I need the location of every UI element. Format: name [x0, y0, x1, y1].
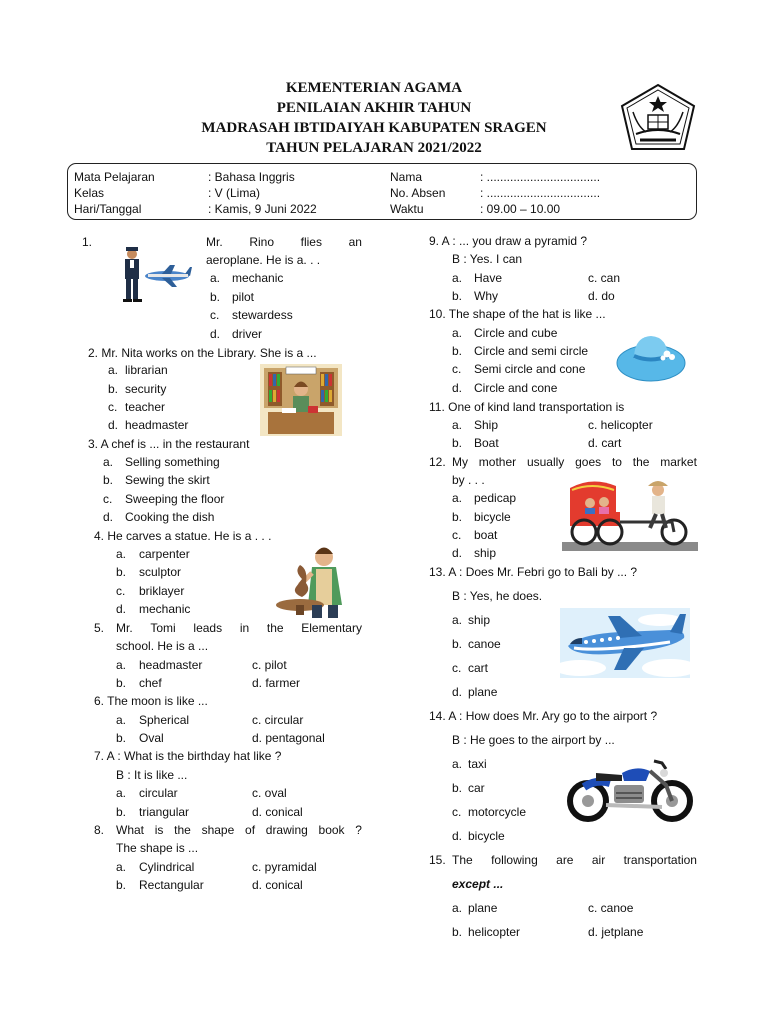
option-text[interactable]: Have [474, 271, 503, 285]
question-11-text: 11. One of kind land transportation is [429, 400, 625, 414]
option-text[interactable]: d. conical [252, 878, 303, 892]
option-text[interactable]: boat [474, 528, 498, 542]
question-8-number: 8. [94, 823, 105, 837]
option-text[interactable]: Ship [474, 418, 499, 432]
option-text[interactable]: Cylindrical [139, 860, 195, 874]
option-text[interactable]: chef [139, 676, 162, 690]
option-letter: b. [452, 344, 463, 358]
option-text[interactable]: motorcycle [468, 805, 527, 819]
option-text[interactable]: briklayer [139, 584, 185, 598]
option-text[interactable]: c. pilot [252, 658, 287, 672]
word: the [174, 823, 191, 837]
word: The [452, 853, 473, 867]
name-field[interactable]: : .................................. [480, 170, 601, 184]
word: Tomi [150, 621, 176, 635]
word: Elementary [301, 621, 362, 635]
absen-label: No. Absen [390, 186, 446, 200]
option-letter: a. [210, 271, 221, 285]
option-letter: d. [116, 602, 127, 616]
question-13-text-line2: B : Yes, he does. [452, 589, 543, 603]
option-text[interactable]: stewardess [232, 308, 293, 322]
option-text[interactable]: ship [468, 613, 491, 627]
option-letter: a. [452, 757, 463, 771]
option-text[interactable]: Why [474, 289, 498, 303]
question-1-text [206, 233, 362, 251]
option-text[interactable]: sculptor [139, 565, 182, 579]
option-text[interactable]: c. canoe [588, 901, 634, 915]
option-text[interactable]: c. oval [252, 786, 287, 800]
question-8-text [116, 821, 362, 839]
word: goes [575, 455, 602, 469]
question-12-text [452, 453, 697, 471]
word: transportation [623, 853, 697, 867]
pilot-plane-icon [112, 243, 192, 305]
option-letter: c. [452, 661, 462, 675]
option-text[interactable]: headmaster [139, 658, 203, 672]
question-8-text-line2: The shape is ... [116, 841, 199, 855]
option-text[interactable]: pedicap [474, 491, 517, 505]
option-text[interactable]: canoe [468, 637, 501, 651]
word: flies [300, 235, 322, 249]
date-label: Hari/Tanggal [74, 202, 142, 216]
option-text[interactable]: d. do [588, 289, 615, 303]
question-1-text-line2: aeroplane. He is a. . . [206, 253, 321, 267]
option-text[interactable]: plane [468, 685, 498, 699]
option-text[interactable]: d. cart [588, 436, 622, 450]
word: of [245, 823, 256, 837]
option-text[interactable]: Selling something [125, 455, 220, 469]
option-text[interactable]: Circle and cube [474, 326, 558, 340]
word: drawing [265, 823, 308, 837]
option-text[interactable]: bicycle [468, 829, 505, 843]
word: air [591, 853, 606, 867]
option-letter: a. [116, 547, 127, 561]
option-text[interactable]: circular [139, 786, 178, 800]
option-letter: b. [103, 473, 114, 487]
option-letter: b. [452, 925, 463, 939]
student-info-box [67, 163, 697, 220]
sculptor-icon [272, 543, 352, 618]
option-text[interactable]: Rectangular [139, 878, 204, 892]
question-12-text-line2: by . . . [452, 473, 485, 487]
option-text[interactable]: Cooking the dish [125, 510, 215, 524]
option-text[interactable]: Boat [474, 436, 499, 450]
option-letter: c. [452, 805, 462, 819]
option-letter: b. [108, 382, 119, 396]
subject-label: Mata Pelajaran [74, 170, 155, 184]
option-letter: b. [452, 436, 463, 450]
option-text[interactable]: driver [232, 327, 263, 341]
word: Mr. [206, 235, 223, 249]
option-letter: c. [452, 528, 462, 542]
word: the [632, 455, 650, 469]
question-12-number: 12. [429, 455, 446, 469]
sun-hat-icon [612, 323, 690, 389]
option-letter: b. [452, 289, 463, 303]
word: market [660, 455, 697, 469]
option-letter: a. [452, 491, 463, 505]
option-letter: a. [103, 455, 114, 469]
question-10-text: 10. The shape of the hat is like ... [429, 307, 606, 321]
option-letter: b. [116, 676, 127, 690]
option-text[interactable]: Circle and cone [474, 381, 558, 395]
option-letter: d. [210, 327, 221, 341]
option-letter: d. [452, 381, 463, 395]
word: following [491, 853, 538, 867]
header-line-3: MADRASAH IBTIDAIYAH KABUPATEN SRAGEN [201, 120, 547, 136]
option-text[interactable]: Sweeping the floor [125, 492, 225, 506]
option-text[interactable]: taxi [468, 757, 487, 771]
word: is [154, 823, 164, 837]
question-3-text: 3. A chef is ... in the restaurant [88, 437, 250, 451]
question-13-text: 13. A : Does Mr. Febri go to Bali by ... ? [429, 565, 638, 579]
option-text[interactable]: security [125, 382, 167, 396]
option-letter: a. [452, 613, 463, 627]
question-4-text: 4. He carves a statue. He is a . . . [94, 529, 272, 543]
option-text[interactable]: d. conical [252, 805, 303, 819]
question-15-text [452, 851, 697, 869]
word: book [318, 823, 345, 837]
class-label: Kelas [74, 186, 105, 200]
absen-field[interactable]: : .................................. [480, 186, 601, 200]
option-letter: a. [452, 418, 463, 432]
question-2-text: 2. Mr. Nita works on the Library. She is a ... [88, 346, 317, 360]
option-text[interactable]: c. helicopter [588, 418, 653, 432]
option-letter: b. [452, 510, 463, 524]
option-letter: b. [210, 290, 221, 304]
option-letter: c. [452, 362, 462, 376]
option-text[interactable]: d. farmer [252, 676, 301, 690]
librarian-icon [260, 364, 342, 436]
question-14-text: 14. A : How does Mr. Ary go to the airport ? [429, 709, 658, 723]
option-text[interactable]: Sewing the skirt [125, 473, 210, 487]
option-text[interactable]: ship [474, 546, 497, 560]
word: to [611, 455, 622, 469]
airplane-icon [560, 608, 690, 678]
word: What [116, 823, 145, 837]
option-text[interactable]: d. pentagonal [252, 731, 325, 745]
option-letter: c. [103, 492, 113, 506]
date-value: : Kamis, 9 Juni 2022 [208, 202, 317, 216]
header-line-4: TAHUN PELAJARAN 2021/2022 [266, 140, 482, 156]
option-letter: a. [116, 860, 127, 874]
question-15-number: 15. [429, 853, 446, 867]
option-letter: b. [116, 878, 127, 892]
word: My [452, 455, 468, 469]
option-text[interactable]: helicopter [468, 925, 521, 939]
option-letter: d. [452, 829, 463, 843]
option-text[interactable]: teacher [125, 400, 166, 414]
option-letter: c. [210, 308, 220, 322]
option-text[interactable]: bicycle [474, 510, 511, 524]
question-6-text: 6. The moon is like ... [94, 694, 208, 708]
option-letter: a. [452, 271, 463, 285]
option-text[interactable]: headmaster [125, 418, 189, 432]
option-text[interactable]: Circle and semi circle [474, 344, 589, 358]
name-label: Nama [390, 170, 423, 184]
subject-value: : Bahasa Inggris [208, 170, 295, 184]
option-letter: b. [452, 637, 463, 651]
option-letter: c. [116, 584, 126, 598]
pedicab-icon [562, 476, 698, 552]
word: ? [355, 823, 362, 837]
question-5-text-line2: school. He is a ... [116, 639, 209, 653]
option-letter: d. [452, 546, 463, 560]
word: usually [526, 455, 565, 469]
word: are [556, 853, 574, 867]
option-text[interactable]: librarian [125, 363, 168, 377]
option-text[interactable]: Semi circle and cone [474, 362, 586, 376]
word: shape [201, 823, 235, 837]
option-text[interactable]: carpenter [139, 547, 190, 561]
option-text[interactable]: d. jetplane [588, 925, 644, 939]
question-9-text: 9. A : ... you draw a pyramid ? [429, 234, 588, 248]
option-text[interactable]: c. pyramidal [252, 860, 317, 874]
question-7-text-line2: B : It is like ... [116, 768, 188, 782]
question-7-text: 7. A : What is the birthday hat like ? [94, 749, 282, 763]
time-label: Waktu [390, 202, 424, 216]
option-letter: d. [108, 418, 119, 432]
option-text[interactable]: pilot [232, 290, 255, 304]
word: in [239, 621, 250, 635]
word: Rino [249, 235, 274, 249]
word: the [266, 621, 284, 635]
option-letter: a. [452, 326, 463, 340]
option-text[interactable]: car [468, 781, 485, 795]
option-letter: b. [116, 805, 127, 819]
word: an [348, 235, 362, 249]
option-text[interactable]: plane [468, 901, 498, 915]
option-text[interactable]: mechanic [139, 602, 191, 616]
option-text[interactable]: Oval [139, 731, 164, 745]
option-letter: a. [452, 901, 463, 915]
question-1-number: 1. [82, 235, 93, 249]
ministry-emblem-icon [618, 82, 698, 152]
word: mother [478, 455, 517, 469]
header-line-1: KEMENTERIAN AGAMA [285, 80, 463, 96]
option-text[interactable]: mechanic [232, 271, 284, 285]
word: leads [193, 621, 223, 635]
class-value: : V (Lima) [208, 186, 261, 200]
question-9-text-line2: B : Yes. I can [452, 252, 523, 266]
motorcycle-icon [566, 755, 694, 825]
option-text[interactable]: triangular [139, 805, 190, 819]
question-5-number: 5. [94, 621, 105, 635]
question-5-text [116, 619, 362, 637]
question-15-text-line2: except ... [452, 877, 504, 891]
option-letter: a. [108, 363, 119, 377]
option-text[interactable]: c. can [588, 271, 621, 285]
option-letter: d. [452, 685, 463, 699]
option-letter: a. [116, 658, 127, 672]
option-letter: b. [116, 731, 127, 745]
option-letter: b. [116, 565, 127, 579]
question-14-text-line2: B : He goes to the airport by ... [452, 733, 615, 747]
option-letter: a. [116, 786, 127, 800]
option-text[interactable]: cart [468, 661, 489, 675]
option-letter: c. [108, 400, 118, 414]
time-value: : 09.00 – 10.00 [480, 202, 561, 216]
option-text[interactable]: Spherical [139, 713, 190, 727]
option-letter: d. [103, 510, 114, 524]
option-text[interactable]: c. circular [252, 713, 304, 727]
option-letter: b. [452, 781, 463, 795]
word: Mr. [116, 621, 133, 635]
option-letter: a. [116, 713, 127, 727]
header-line-2: PENILAIAN AKHIR TAHUN [276, 100, 472, 116]
